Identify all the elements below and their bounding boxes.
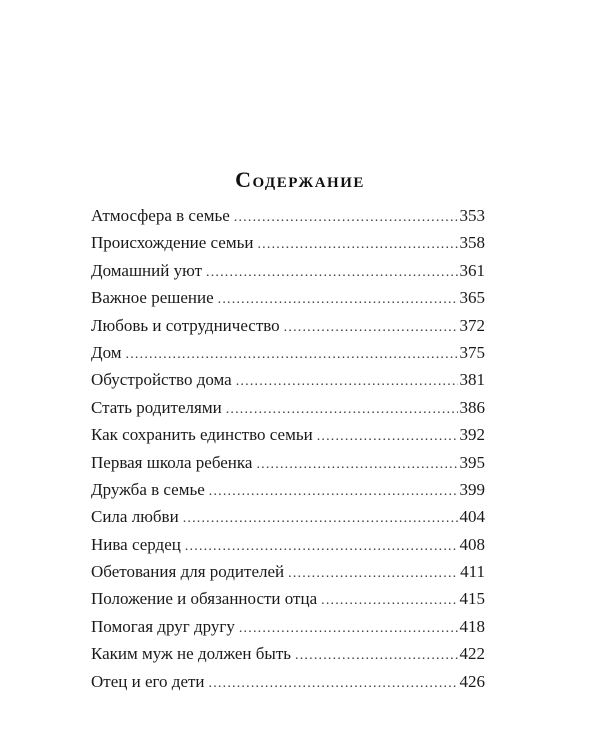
toc-entry — [91, 585, 485, 612]
toc-entry-title: Положение и обязанности отца — [91, 589, 318, 609]
toc-entry-title: Как сохранить единство семьи — [91, 425, 313, 445]
dot-leader — [257, 231, 457, 258]
toc-entry — [91, 229, 485, 256]
toc-entry — [91, 312, 485, 339]
dot-leader — [209, 670, 458, 697]
toc-entry-page-number: 392 — [459, 425, 485, 445]
toc-entry-page-number: 418 — [459, 616, 485, 636]
toc-entry-page-number: 399 — [459, 479, 485, 499]
dot-leader — [185, 533, 458, 560]
toc-entry-page-number: 386 — [459, 397, 485, 417]
dot-leader — [317, 423, 458, 450]
toc-entry-title: Нива сердец — [91, 534, 181, 554]
toc-entry-title: Каким муж не должен быть — [91, 644, 292, 664]
toc-entry-page-number: 411 — [460, 562, 485, 582]
toc-entry — [91, 421, 485, 448]
toc-entry — [91, 613, 485, 640]
toc-entry-title: Первая школа ребенка — [91, 452, 253, 472]
toc-entry-page-number: 372 — [459, 315, 485, 335]
toc-entry-page-number: 415 — [459, 589, 485, 609]
toc-entry-title: Дружба в семье — [91, 479, 205, 499]
toc-entry-page-number: 365 — [459, 288, 485, 308]
dot-leader — [206, 259, 458, 286]
dot-leader — [126, 341, 458, 368]
toc-entry-title: Отец и его дети — [91, 671, 205, 691]
toc-entry-title: Помогая друг другу — [91, 616, 235, 636]
toc-entry — [91, 640, 485, 667]
toc-entry-page-number: 375 — [459, 342, 485, 362]
page-title: Содержание — [235, 166, 365, 192]
toc-entry — [91, 476, 485, 503]
toc-entry-title: Стать родителями — [91, 397, 222, 417]
toc-entry — [91, 503, 485, 530]
toc-entry — [91, 531, 485, 558]
toc-entry-page-number: 408 — [459, 534, 485, 554]
toc-entry-title: Домашний уют — [91, 260, 202, 280]
toc-entry — [91, 284, 485, 311]
toc-entry — [91, 366, 485, 393]
toc-entry-title: Важное решение — [91, 288, 214, 308]
dot-leader — [321, 587, 457, 614]
toc-entry-page-number: 361 — [459, 260, 485, 280]
toc-entry-page-number: 381 — [459, 370, 485, 390]
toc-entry-page-number: 422 — [459, 644, 485, 664]
toc-entry-page-number: 395 — [459, 452, 485, 472]
dot-leader — [256, 451, 457, 478]
toc-entry-title: Обетования для родителей — [91, 562, 285, 582]
toc-entry-title: Любовь и сотрудничество — [91, 315, 280, 335]
dot-leader — [209, 478, 458, 505]
toc-entry — [91, 339, 485, 366]
toc-entry-title: Атмосфера в семье — [91, 206, 230, 225]
toc-entry — [91, 668, 485, 695]
toc-entry — [91, 558, 485, 585]
toc-entry-page-number: 353 — [459, 206, 485, 225]
dot-leader — [284, 314, 458, 341]
toc-entry-page-number: 404 — [459, 507, 485, 527]
toc-entry-page-number: 426 — [459, 671, 485, 691]
toc-entry-title: Дом — [91, 342, 122, 362]
dot-leader — [236, 368, 458, 395]
toc-entry-title: Происхождение семьи — [91, 233, 254, 253]
toc-entry — [91, 257, 485, 284]
dot-leader — [234, 204, 458, 231]
dot-leader — [183, 505, 458, 532]
dot-leader — [295, 642, 457, 669]
dot-leader — [239, 615, 458, 642]
toc-entry-page-number: 358 — [459, 233, 485, 253]
toc-entry — [91, 202, 485, 229]
toc-entry — [91, 449, 485, 476]
toc-entry — [91, 394, 485, 421]
table-of-contents — [91, 202, 485, 695]
dot-leader — [226, 396, 458, 423]
dot-leader — [288, 560, 458, 587]
dot-leader — [218, 286, 458, 313]
toc-entry-title: Обустройство дома — [91, 370, 232, 390]
toc-entry-title: Сила любви — [91, 507, 179, 527]
